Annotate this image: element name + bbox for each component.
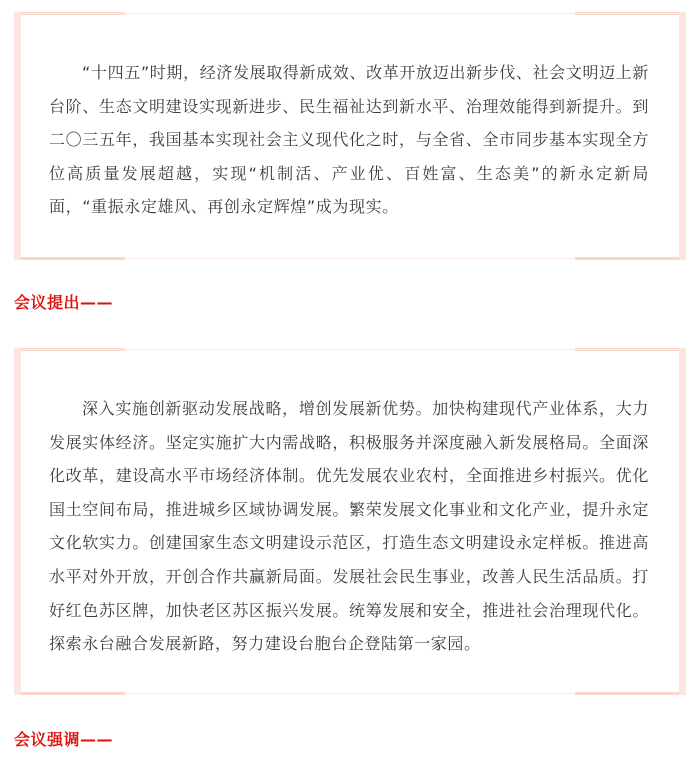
summary-quote-box [14, 12, 686, 260]
frame-line-top [21, 349, 679, 350]
frame-line-top [21, 13, 679, 14]
frame-accent-bottom-right [575, 692, 679, 695]
frame-accent-bottom-right [575, 257, 679, 260]
section-heading-proposed: 会议提出—— [14, 293, 114, 312]
frame-accent-bottom-left [21, 692, 125, 695]
proposals-paragraph: 深入实施创新驱动发展战略，增创发展新优势。加快构建现代产业体系，大力发展实体经济。坚定实施扩大内需战略，积极服务并深度融入新发展格局。全面深化改革，建设高水平市场经济体制。优先发展农业农村，全面推进乡村振兴。优化国土空间布局，推进城乡区域协调发展。繁荣发展文化事业和文化产业，提升永定文化软实力。创建国家生态文明建设示范区，打造生态文明建设永定样板。推进高水平对外开放，开创合作共赢新局面。发展社会民生事业，改善人民生活品质。打好红色苏区牌，加快老区苏区振兴发展。统筹发展和安全，推进社会治理现代化。探索永台融合发展新路，努力建设台胞台企登陆第一家园。 [49, 399, 649, 654]
summary-paragraph: “十四五”时期，经济发展取得新成效、改革开放迈出新步伐、社会文明迈上新台阶、生态文明建设实现新进步、民生福祉达到新水平、治理效能得到新提升。到二〇三五年，我国基本实现社会主义现代化之时，与全省、全市同步基本实现全方位高质量发展超越，实现“机制活、产业优、百姓富、生态美”的新永定新局面，“重振永定雄风、再创永定辉煌”成为现实。 [49, 63, 649, 217]
frame-accent-bottom-left [21, 257, 125, 260]
section-heading-emphasized: 会议强调—— [14, 730, 114, 749]
proposals-quote-box [14, 348, 686, 695]
